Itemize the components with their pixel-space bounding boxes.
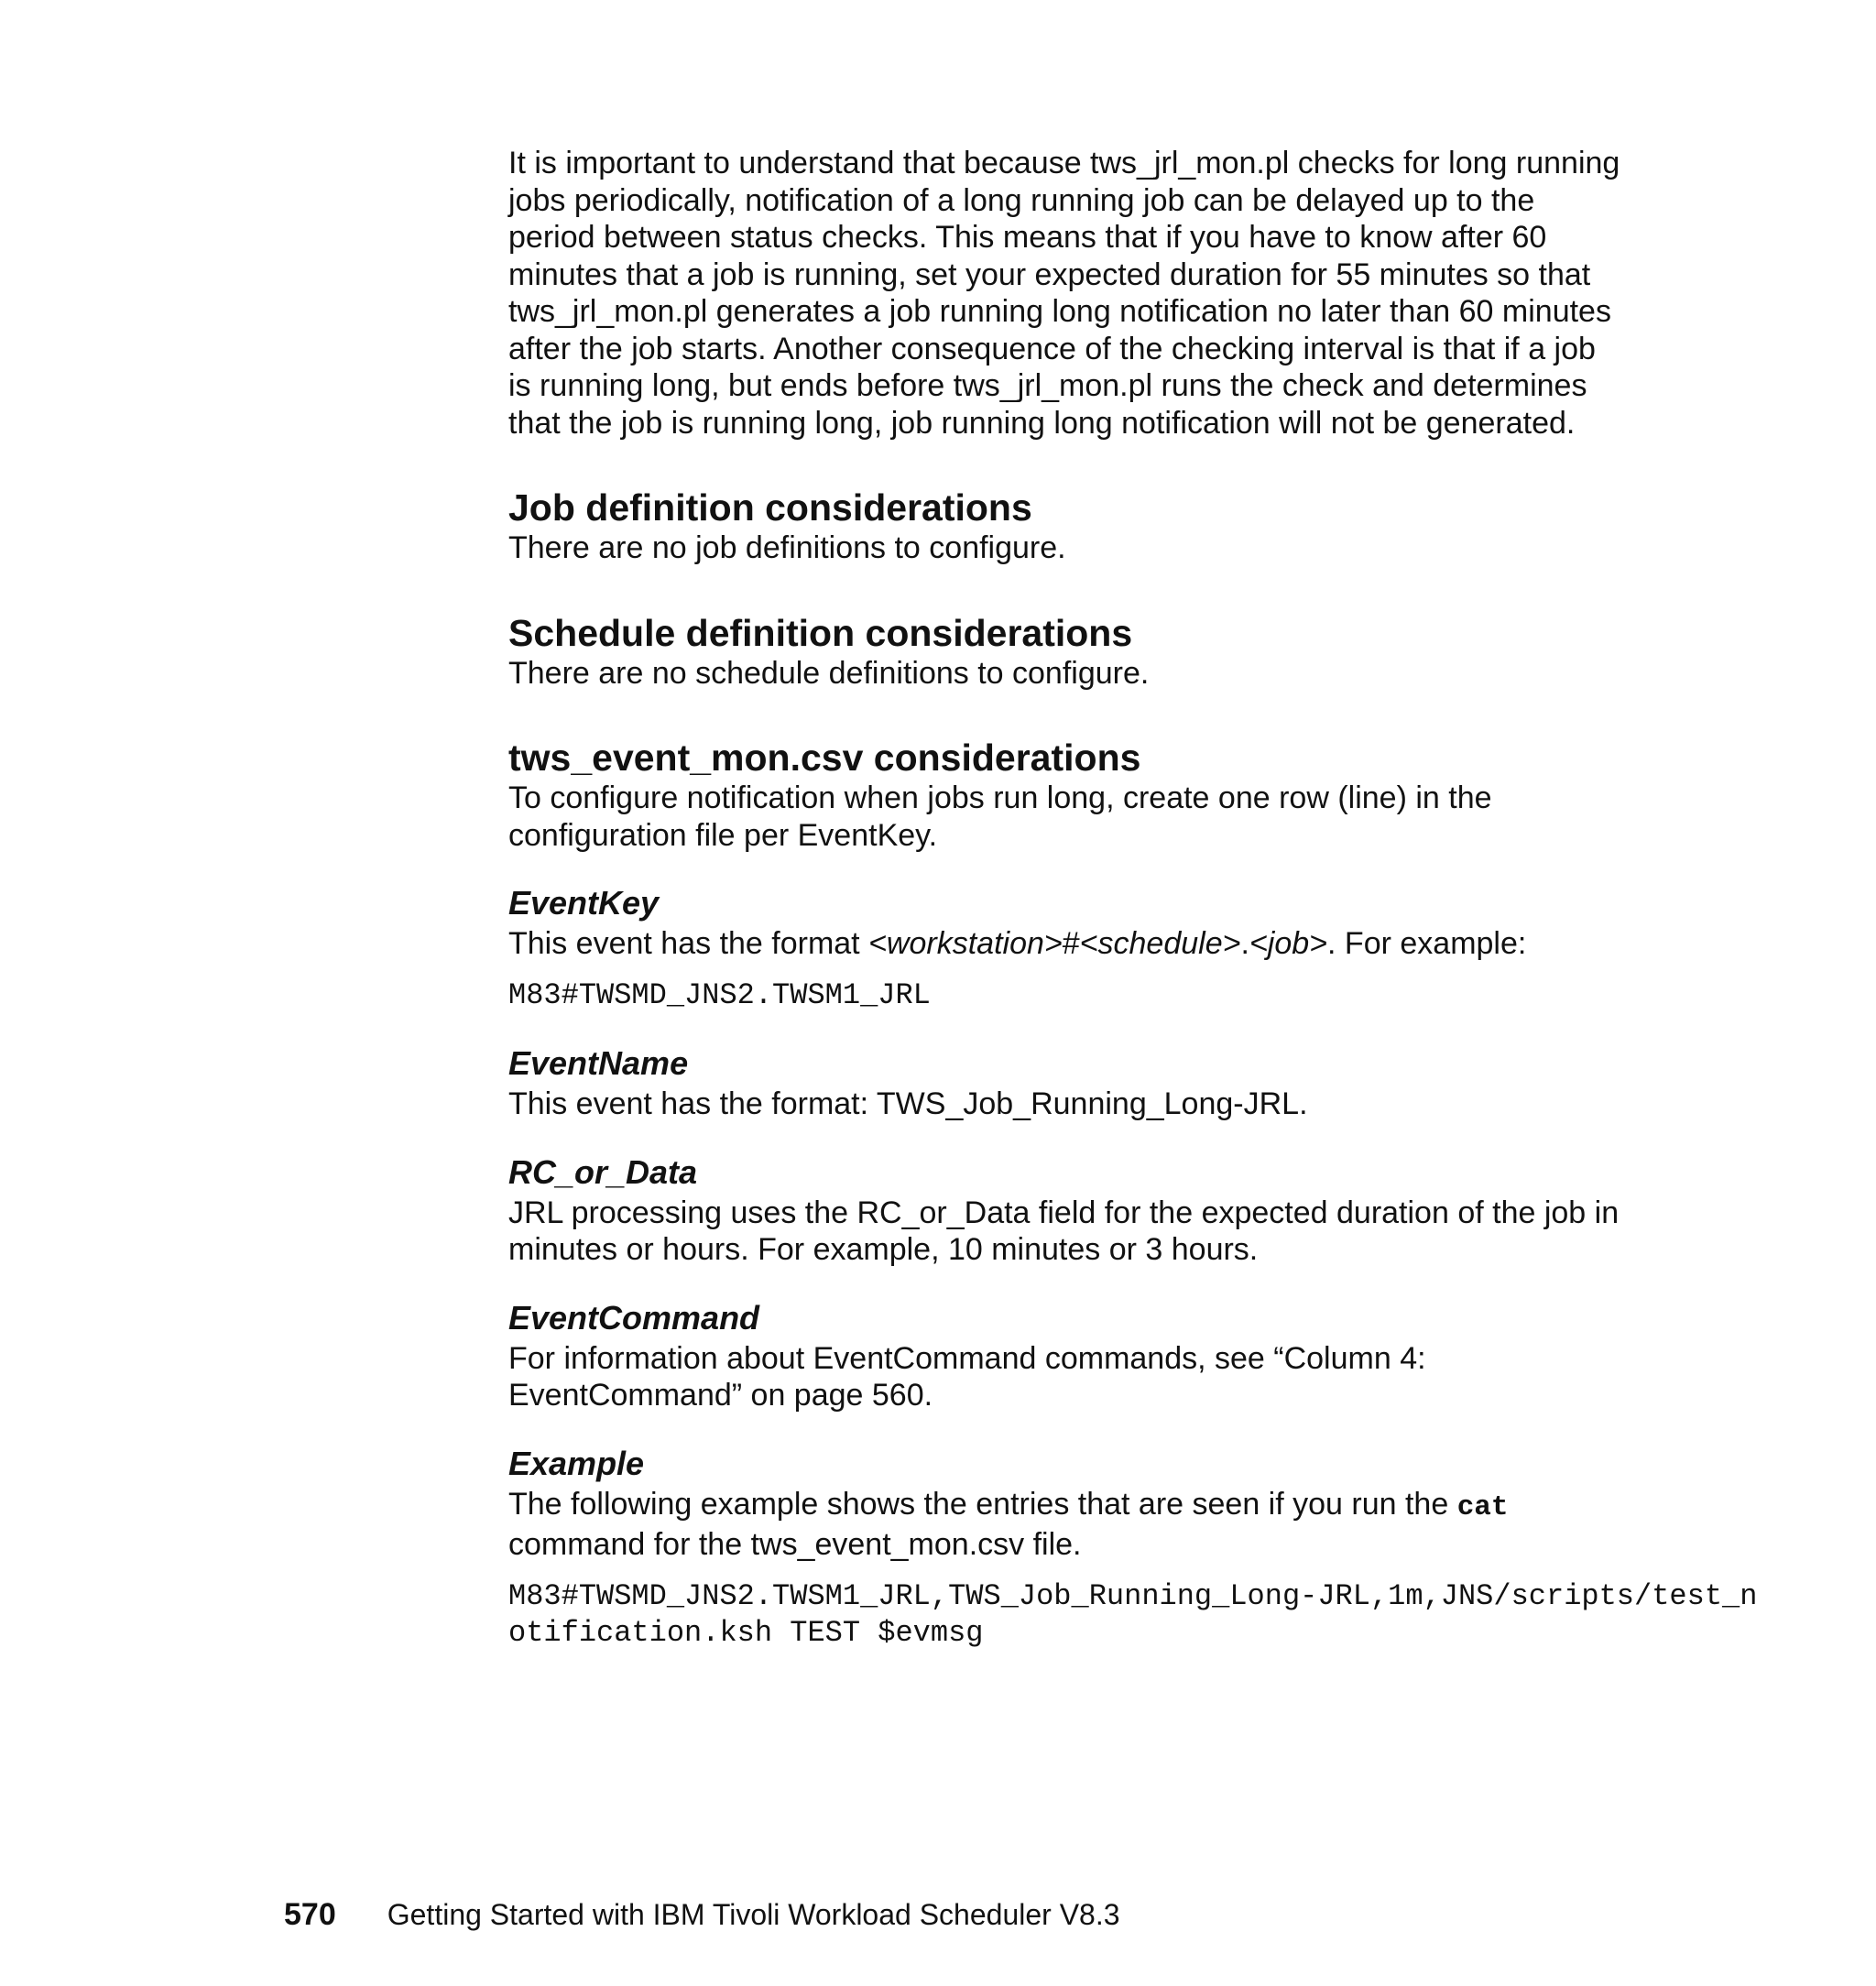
rc-or-data-heading: RC_or_Data bbox=[508, 1152, 698, 1191]
example-text bbox=[508, 1486, 1621, 1564]
csv-considerations-heading: tws_event_mon.csv considerations bbox=[508, 737, 1141, 779]
intro-paragraph: It is important to understand that because tws_jrl_mon.pl checks for long running jobs periodically, notification of a long running job can be delayed up to the period between status checks. This means that if you have to know after 60 minutes that a job is running, set your expected duration for 55 minutes so that tws_jrl_mon.pl generates a job running long notification no later than 60 minutes after the job starts. Another consequence of the checking interval is that if a job is running long, but ends before tws_jrl_mon.pl runs the check and determines that the job is running long, job running long notification will not be generated. bbox=[508, 146, 1620, 441]
example-code-line-1: M83#TWSMD_JNS2.TWSM1_JRL,TWS_Job_Running_Long-JRL,1m,JNS/scripts/test_n bbox=[508, 1578, 1758, 1613]
example-text-suffix: command for the tws_event_mon.csv file. bbox=[508, 1527, 1082, 1562]
eventkey-code-example: M83#TWSMD_JNS2.TWSM1_JRL bbox=[508, 977, 931, 1012]
format-schedule: <schedule> bbox=[1079, 926, 1241, 961]
example-heading: Example bbox=[508, 1444, 645, 1482]
schedule-definition-heading: Schedule definition considerations bbox=[508, 611, 1133, 654]
format-workstation: <workstation> bbox=[868, 926, 1063, 961]
example-code-line-2: otification.ksh TEST $evmsg bbox=[508, 1616, 984, 1650]
example-text-prefix: The following example shows the entries that are seen if you run the bbox=[508, 1486, 1457, 1522]
book-title: Getting Started with IBM Tivoli Workload Scheduler V8.3 bbox=[387, 1898, 1120, 1931]
eventname-text: This event has the format: TWS_Job_Running_Long-JRL. bbox=[508, 1086, 1308, 1121]
cat-command: cat bbox=[1456, 1490, 1509, 1523]
format-hash: # bbox=[1062, 926, 1080, 961]
format-dot: . bbox=[1240, 926, 1249, 961]
schedule-definition-text: There are no schedule definitions to configure. bbox=[508, 655, 1150, 691]
page-number: 570 bbox=[284, 1897, 336, 1932]
eventcommand-heading: EventCommand bbox=[508, 1298, 760, 1337]
csv-considerations-text: To configure notification when jobs run long, create one row (line) in the configuration file per EventKey. bbox=[508, 780, 1492, 853]
page-content bbox=[508, 145, 1758, 1653]
eventkey-heading: EventKey bbox=[508, 884, 660, 922]
rc-or-data-text: JRL processing uses the RC_or_Data field for the expected duration of the job in minutes or hours. For example, 10 minutes or 3 hours. bbox=[508, 1195, 1620, 1267]
eventkey-text-prefix: This event has the format bbox=[508, 926, 869, 961]
page-footer bbox=[284, 1896, 1120, 1933]
job-definition-heading: Job definition considerations bbox=[508, 486, 1032, 529]
job-definition-text: There are no job definitions to configure. bbox=[508, 530, 1066, 565]
format-job: <job> bbox=[1249, 926, 1328, 961]
eventkey-text-suffix: . For example: bbox=[1327, 926, 1527, 961]
eventkey-text bbox=[508, 925, 1621, 963]
eventcommand-text: For information about EventCommand commands, see “Column 4: EventCommand” on page 560. bbox=[508, 1340, 1426, 1413]
eventname-heading: EventName bbox=[508, 1044, 689, 1082]
